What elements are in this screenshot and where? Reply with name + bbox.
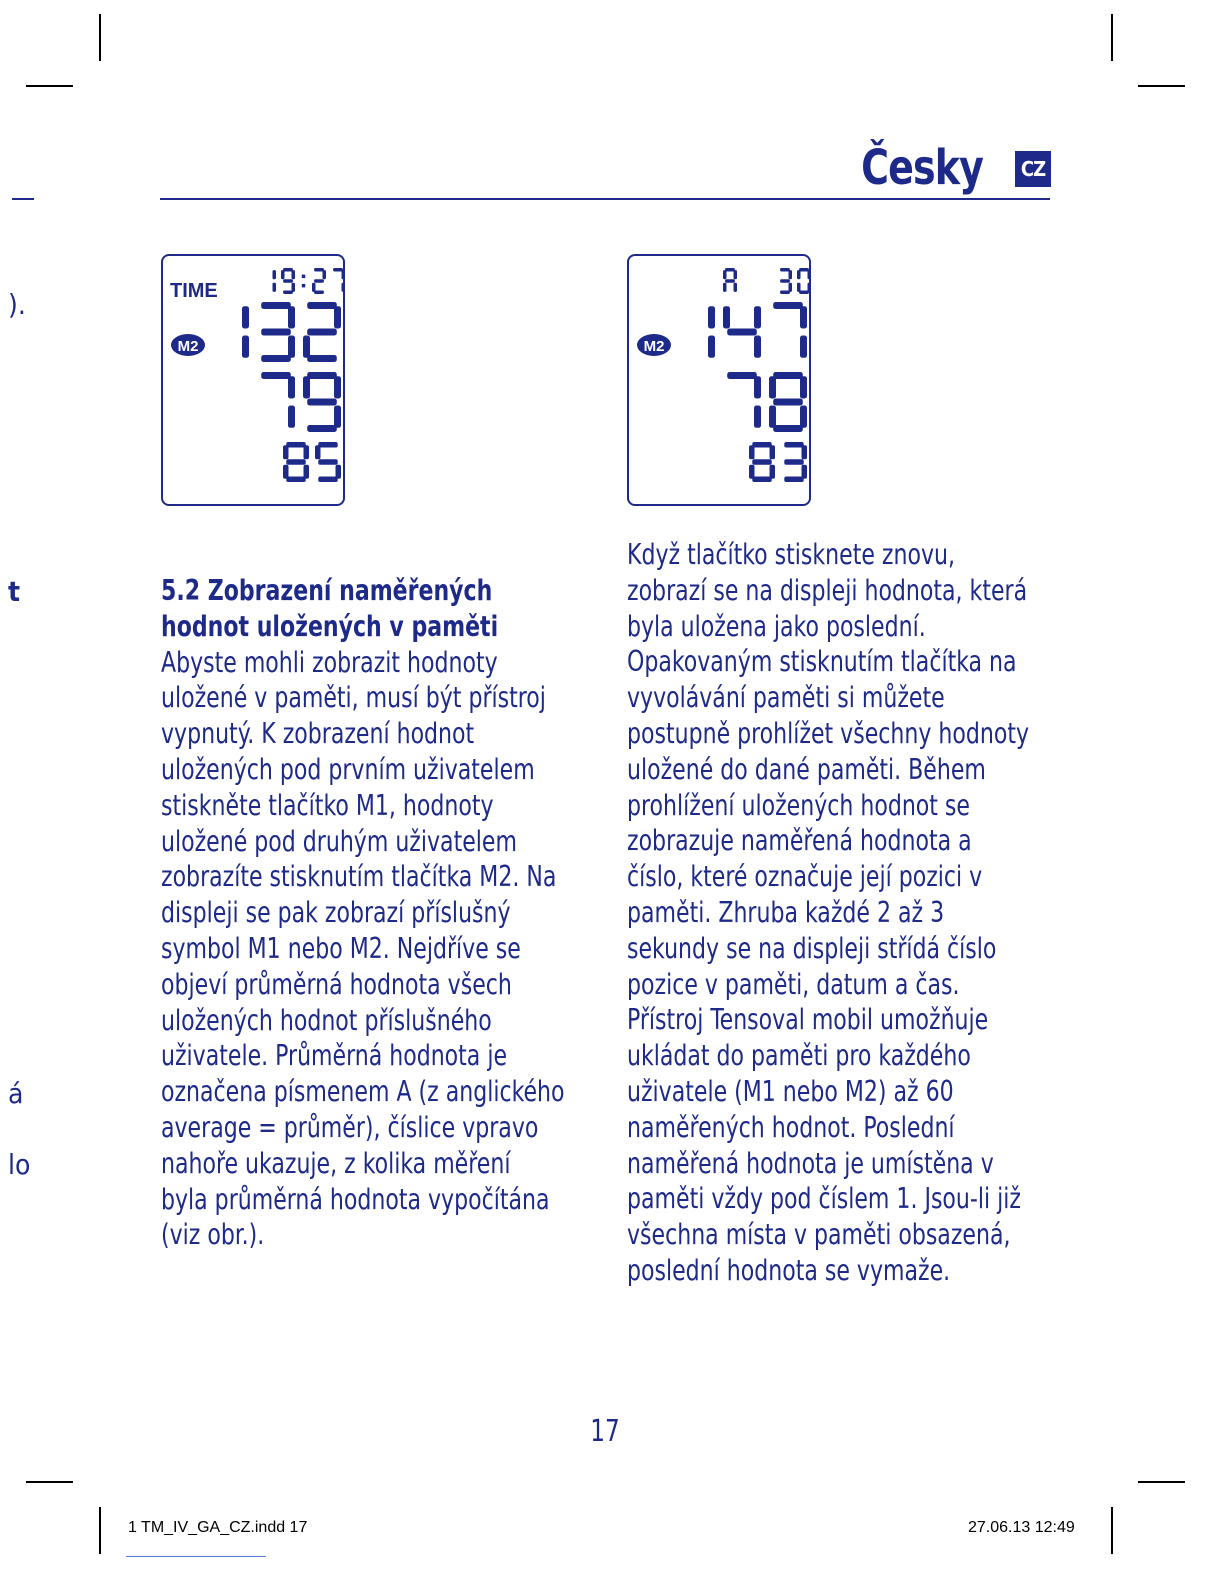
lcd-segment	[784, 459, 803, 465]
paragraph-line: zobrazíte stisknutím tlačítka M2. Na	[161, 860, 557, 894]
lcd-segment	[273, 270, 277, 279]
lcd-segment	[797, 270, 801, 279]
lcd-segment	[288, 406, 295, 428]
lcd-segment	[799, 291, 809, 295]
lcd-segment	[789, 283, 793, 292]
section-heading: 5.2 Zobrazení naměřených	[161, 574, 493, 607]
lcd-segment	[307, 302, 337, 309]
bleed-rule	[12, 198, 34, 200]
lcd-colon-dot	[302, 284, 306, 288]
lcd-segment	[288, 376, 295, 398]
paragraph-line: (viz obr.).	[161, 1218, 265, 1252]
diastolic-value	[261, 372, 341, 432]
lcd-segment	[283, 268, 293, 272]
pulse-value	[283, 442, 341, 482]
lcd-segment	[708, 306, 715, 328]
time-label: TIME	[170, 280, 218, 302]
paragraph-line: paměti vždy pod číslem 1. Jsou-li již	[627, 1182, 1021, 1216]
right-column	[627, 537, 1094, 1289]
lcd-segment	[723, 283, 727, 292]
systolic-value	[242, 302, 341, 362]
user-badge	[637, 334, 671, 356]
bleed-fragment: á	[8, 1077, 24, 1110]
paragraph-line: všechna místa v paměti obsazená,	[627, 1218, 1011, 1252]
lcd-segment	[318, 459, 337, 465]
lcd-segment	[261, 372, 291, 379]
paragraph-line: sekundy se na displeji střídá číslo	[627, 931, 997, 965]
lcd-segment	[784, 442, 803, 448]
bleed-fragment: t	[8, 575, 21, 608]
lcd-segment	[789, 270, 793, 279]
page-number: 17	[590, 1414, 620, 1449]
user-badge-label: M2	[177, 338, 199, 355]
lcd-segment	[734, 270, 738, 279]
lcd-segment	[334, 306, 341, 328]
lcd-segment	[283, 445, 289, 459]
diastolic-value	[727, 372, 807, 432]
lcd-segment	[708, 336, 715, 358]
lcd-segment	[303, 336, 310, 358]
paragraph-line: naměřená hodnota je umístěna v	[627, 1146, 994, 1180]
header-rule	[160, 198, 1050, 200]
lcd-segment	[780, 279, 790, 283]
language-badge: CZ	[1015, 151, 1051, 187]
user-badge	[171, 334, 205, 356]
crop-mark	[99, 14, 101, 61]
lcd-segment	[281, 270, 285, 279]
lcd-display-right	[627, 254, 811, 506]
lcd-segment	[273, 283, 277, 292]
lcd-segment	[307, 372, 337, 379]
paragraph-line: Přístroj Tensoval mobil umožňuje	[627, 1003, 989, 1037]
paragraph-line: stiskněte tlačítko M1, hodnoty	[161, 788, 494, 822]
paragraph-line: zobrazí se na displeji hodnota, která	[627, 573, 1028, 607]
paragraph-line: nahoře ukazuje, z kolika měření	[161, 1146, 511, 1180]
paragraph-line: displeji se pak zobrazí příslušný	[161, 896, 511, 930]
lcd-segment	[773, 302, 803, 309]
lcd-segment	[770, 445, 776, 459]
lcd-segment	[752, 477, 771, 483]
lcd-segment	[312, 283, 316, 292]
lcd-segment	[752, 442, 771, 448]
paragraph-line: uložených pod prvním uživatelem	[161, 752, 535, 786]
lcd-segment	[303, 376, 310, 398]
lcd-segment	[773, 399, 803, 406]
lcd-segment	[334, 376, 341, 398]
lcd-segment	[333, 268, 343, 272]
lcd-segment	[769, 376, 776, 398]
paragraph-line: Když tlačítko stisknete znovu,	[627, 538, 955, 571]
lcd-segment	[261, 329, 291, 336]
crop-mark	[1111, 1507, 1113, 1554]
paragraph-line: Abyste mohli zobrazit hodnoty	[161, 645, 498, 679]
lcd-colon-dot	[302, 275, 306, 279]
footer-rule	[126, 1556, 266, 1557]
lcd-segment	[754, 336, 761, 358]
lcd-segment	[727, 372, 757, 379]
lcd-segment	[318, 442, 337, 448]
crop-mark	[99, 1507, 101, 1554]
lcd-segment	[292, 283, 296, 292]
lcd-segment	[307, 329, 337, 336]
lcd-segments	[629, 256, 813, 508]
lcd-segment	[286, 477, 305, 483]
paragraph-line: prohlížení uložených hodnot se	[627, 788, 971, 822]
paragraph-line: uložených hodnot příslušného	[161, 1003, 492, 1037]
systolic-value	[708, 302, 807, 358]
lcd-segment	[799, 268, 809, 272]
lcd-segment	[749, 465, 755, 479]
paragraph-line: uložené do dané paměti. Během	[627, 752, 986, 786]
lcd-segment	[734, 283, 738, 292]
crop-mark	[26, 1481, 73, 1483]
paragraph-line: symbol M1 nebo M2. Nejdříve se	[161, 931, 521, 965]
lcd-segment	[797, 283, 801, 292]
lcd-segments	[163, 256, 347, 508]
lcd-segment	[754, 376, 761, 398]
lcd-segment	[342, 283, 346, 292]
paragraph-line: uživatele. Průměrná hodnota je	[161, 1039, 508, 1073]
lcd-segment	[723, 306, 730, 328]
lcd-segment	[773, 425, 803, 432]
lcd-segment	[800, 376, 807, 398]
bleed-fragment: ).	[8, 288, 26, 321]
lcd-segment	[307, 425, 337, 432]
lcd-segment	[725, 268, 735, 272]
average-count	[780, 268, 811, 294]
paragraph-line: uložené v paměti, musí být přístroj	[161, 681, 546, 715]
paragraph-line: average = průměr), číslice vpravo	[161, 1110, 539, 1144]
lcd-segment	[288, 336, 295, 358]
paragraph-line: pozice v paměti, datum a čas.	[627, 967, 960, 1001]
lcd-segment	[773, 372, 803, 379]
language-title: Česky	[861, 140, 983, 196]
lcd-segment	[769, 406, 776, 428]
lcd-segment	[800, 406, 807, 428]
paragraph-line: postupně prohlížet všechny hodnoty	[627, 716, 1030, 750]
paragraph-line: vyvolávání paměti si můžete	[627, 681, 945, 715]
paragraph-line: objeví průměrná hodnota všech	[161, 967, 512, 1001]
lcd-segment	[334, 406, 341, 428]
crop-mark	[26, 85, 73, 87]
lcd-segment	[780, 291, 790, 295]
crop-mark	[1138, 85, 1185, 87]
lcd-segment	[780, 268, 790, 272]
lcd-segment	[323, 270, 327, 279]
lcd-segment	[784, 477, 803, 483]
section-heading: hodnot uložených v paměti	[161, 609, 499, 643]
paragraph-line: číslo, které označuje její pozici v	[627, 860, 983, 894]
pulse-value	[749, 442, 807, 482]
paragraph-line: paměti. Zhruba každé 2 až 3	[627, 895, 945, 929]
lcd-segment	[286, 442, 305, 448]
paragraph-line: ukládat do paměti pro každého	[627, 1039, 971, 1073]
lcd-segment	[342, 270, 346, 279]
lcd-segment	[283, 279, 293, 283]
lcd-segment	[800, 306, 807, 328]
lcd-segment	[286, 459, 305, 465]
lcd-segment	[723, 270, 727, 279]
lcd-segment	[800, 336, 807, 358]
lcd-segment	[754, 306, 761, 328]
lcd-segment	[283, 291, 293, 295]
lcd-segment	[802, 445, 808, 459]
lcd-segment	[315, 445, 321, 459]
paragraph-line: uživatele (M1 nebo M2) až 60	[627, 1074, 954, 1108]
average-letter	[723, 268, 737, 292]
crop-mark	[1111, 14, 1113, 61]
lcd-segment	[261, 302, 291, 309]
lcd-segment	[808, 283, 812, 292]
left-column	[161, 573, 630, 1253]
user-badge-label: M2	[643, 338, 665, 355]
lcd-segment	[318, 477, 337, 483]
lcd-segment	[314, 279, 324, 283]
time-value	[273, 268, 346, 294]
lcd-segment	[292, 270, 296, 279]
lcd-segment	[307, 399, 337, 406]
crop-mark	[1138, 1481, 1185, 1483]
paragraph-line: označena písmenem A (z anglického	[161, 1075, 565, 1109]
paragraph-line: byla uložena jako poslední.	[627, 609, 926, 643]
lcd-segment	[242, 336, 249, 358]
lcd-segment	[727, 329, 757, 336]
lcd-segment	[261, 355, 291, 362]
paragraph-line: naměřených hodnot. Poslední	[627, 1110, 955, 1144]
lcd-segment	[304, 445, 310, 459]
lcd-segment	[314, 291, 324, 295]
bleed-fragment: lo	[8, 1148, 31, 1181]
paragraph-line: vypnutý. K zobrazení hodnot	[161, 717, 475, 751]
paragraph-line: zobrazuje naměřená hodnota a	[627, 824, 972, 858]
lcd-segment	[752, 459, 771, 465]
paragraph-line: Opakovaným stisknutím tlačítka na	[627, 645, 1017, 679]
lcd-segment	[307, 355, 337, 362]
footer-filename: 1 TM_IV_GA_CZ.indd 17	[128, 1519, 308, 1536]
lcd-segment	[314, 268, 324, 272]
footer-timestamp: 27.06.13 12:49	[968, 1519, 1075, 1536]
lcd-display-left	[161, 254, 345, 506]
lcd-segment	[725, 279, 735, 283]
paragraph-line: byla průměrná hodnota vypočítána	[161, 1182, 550, 1216]
lcd-segment	[288, 306, 295, 328]
lcd-segment	[808, 270, 812, 279]
lcd-segment	[749, 445, 755, 459]
paragraph-line: poslední hodnota se vymaže.	[627, 1253, 951, 1287]
lcd-segment	[242, 306, 249, 328]
lcd-segment	[754, 406, 761, 428]
paragraph-line: uložené pod druhým uživatelem	[161, 824, 517, 858]
lcd-segment	[283, 465, 289, 479]
